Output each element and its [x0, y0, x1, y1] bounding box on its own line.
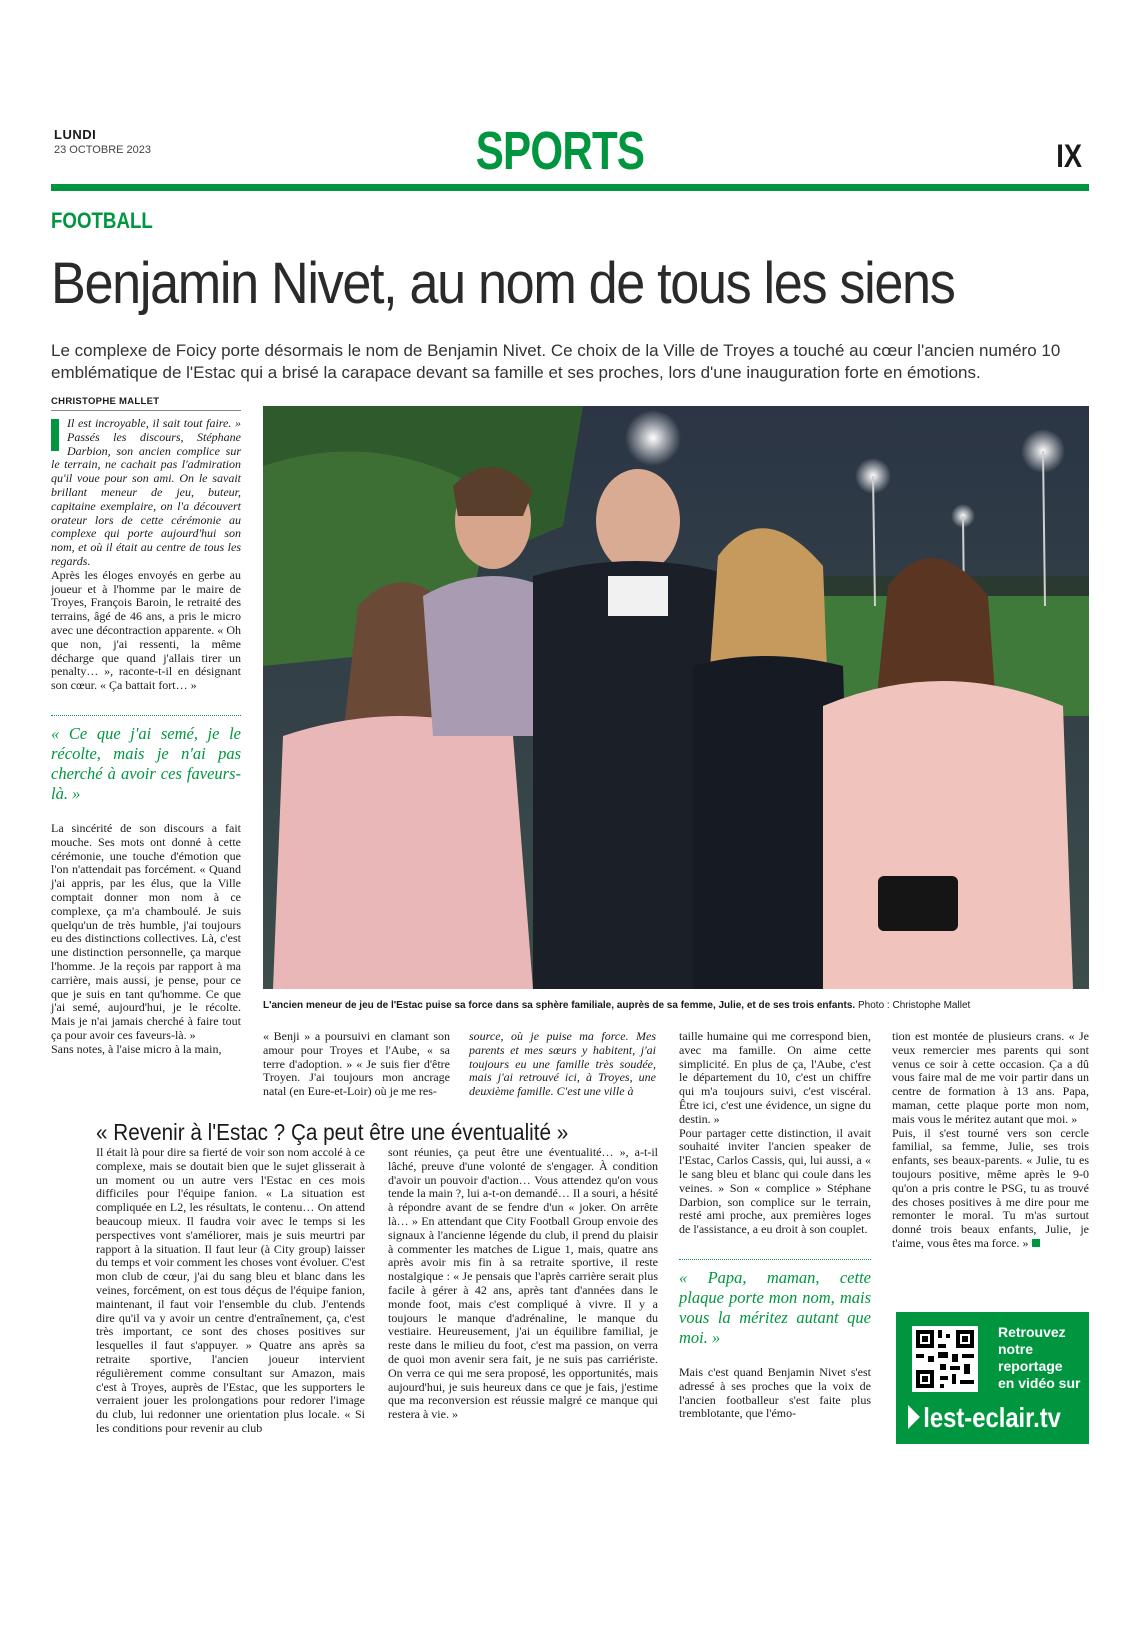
qr-code-icon[interactable] — [912, 1326, 978, 1392]
pull-quote-rule — [679, 1259, 871, 1260]
header-rule — [51, 184, 1089, 191]
issue-date: 23 OCTOBRE 2023 — [54, 144, 152, 156]
byline-rule — [51, 410, 241, 411]
article-paragraph: La sincérité de son discours a fait mouche. Ses mots ont donné à cette cérémonie, une touche d'émotion que l'on n'attendait pas forcément. « Quand j'ai appris, par les élus, que la Ville comptait donner mon nom à ce complexe, ça m'a chamboulé. Je suis quelqu'un de très humble, j'ai toujours eu des distinctions collectives. Là, c'est une distinction personnelle, ça marque l'homme. Je la reçois par rapport à ma carrière, mais aussi, je pense, pour ce que je suis en tant qu'homme. Ce que j'ai semé, aujourd'hui, je le récolte. Mais je n'ai jamais cherché à faire tout ça pour avoir ces faveurs-là. » — [51, 820, 241, 1042]
article-paragraph: source, où je puise ma force. Mes parents et mes sœurs y habitent, j'ai toujours eu une famille très soudée, mais j'ai retrouvé ici, à Troyes, une deuxième famille. C'est une ville à — [469, 1029, 656, 1099]
article-column-2 — [263, 1030, 450, 1099]
article-headline: Benjamin Nivet, au nom de tous les siens — [51, 251, 955, 316]
arrow-right-icon — [908, 1405, 920, 1429]
sub-article-column-1 — [96, 1146, 365, 1436]
caption-text: L'ancien meneur de jeu de l'Estac puise sa force dans sa sphère familiale, auprès de sa femme, Julie, et de ses trois enfants. — [263, 1000, 856, 1011]
article-paragraph: Il était là pour dire sa fierté de voir son nom accolé à ce complexe, mais se doutait bien que le sujet glisserait à un moment ou un autre vers l'Estac en ces mois difficiles pour l'équipe fanion. « La situation est compliquée en L2, les résultats, le contenu… On attend beaucoup mieux. Il faudra voir avec le temps si les perspectives vont s'améliorer, mais je suis meurtri par rapport à la situation. Il faut leur (à City group) laisser du temps et voir comment les choses vont évoluer. C'est mon club de cœur, j'ai du sang bleu et blanc dans les veines, forcément, on est tous déçus de l'équipe fanion, maintenant, il faut voir l'ensemble du club. J'entends dire qu'il va y avoir un centre d'entraînement, ça, c'est très important, ce sont des choses positives sur lesquelles il faut s'appuyer. » Quatre ans après sa retraite sportive, l'ancien joueur intervient régulièrement comme consultant sur Amazon, mais c'est à Troyes, auprès de l'Estac, que les supporters le verraient jouer les prolongations pour redorer l'image du club, lui redonner une orientation plus locale. « Si les conditions pour revenir au club — [96, 1145, 365, 1435]
pull-quote-rule — [51, 715, 241, 716]
article-paragraph: Après les éloges envoyés en gerbe au joueur et à l'homme par le maire de Troyes, François Baroin, le retraité des terrains, âgé de 46 ans, a pris le micro avec une décontraction apparente. « Oh que non, j'ai ressenti, la même décharge que quand j'allais tirer un penalty… », raconte-t-il en désignant son cœur. « Ça battait fort… » — [51, 567, 241, 693]
sub-article-column-2 — [388, 1146, 658, 1422]
article-column-1 — [51, 417, 241, 1056]
article-column-4 — [679, 1030, 871, 1421]
article-paragraph: sont réunies, ça peut être une éventualité… », a-t-il lâché, preuve d'une volonté de s'engager. À condition d'avoir un pouvoir d'action… Vous attendez qu'on vous tende la main ?, lui a-t-on demandé… Il a souri, a hésité à répondre avant de se fendre d'un « joker. On arrête là… » En attendant que City Football Group envoie des signaux à l'ancienne légende du club, il prend du plaisir à commenter les matches de Ligue 1, mais, quatre ans après avoir mis fin à sa retraite sportive, il reste nostalgique : « Je pensais que l'après carrière serait plus facile à gérer à 42 ans, après tant d'années dans le monde foot, mais c'est compliqué à vivre. Il y a toujours le manque d'adrénaline, le manque du vestiaire. Heureusement, j'ai un équilibre familial, je reste dans le milieu du foot, c'est ma passion, on verra de quoi mon avenir sera fait, je ne suis pas carriériste. On verra ce qui me sera proposé, les opportunités, mais aujourd'hui, je suis heureux dans ce que je fais, j'estime que ma reconversion est réussie malgré ce manque qui restera à vie. » — [388, 1145, 658, 1422]
article-paragraph: taille humaine qui me correspond bien, avec ma famille. On aime cette simplicité. En plus de ça, l'Aube, c'est le département du 10, c'est un chiffre qui m'a toujours suivi, c'est viscéral. Être ici, c'est une évidence, un signe du destin. » — [679, 1029, 871, 1126]
promo-url-link[interactable]: lest-eclair.tv — [908, 1402, 1061, 1434]
video-promo-box[interactable] — [896, 1312, 1089, 1444]
article-paragraph: Pour partager cette distinction, il avait souhaité inviter l'ancien speaker de l'Estac, Carlos Cassis, qui, lui aussi, a « le sang bleu et blanc qui coule dans les veines. » Son « complice » Stéphane Darbion, son complice sur le terrain, resté ami proche, aux premières loges de l'assistance, a eu droit à son couplet. — [679, 1125, 871, 1237]
article-paragraph: Il est incroyable, il sait tout faire. » Passés les discours, Stéphane Darbion, son ancien complice sur le terrain, ne cachait pas l'admiration qu'il voue pour son ami. On le savait brillant meneur de jeu, buteur, capitaine exemplaire, on l'a découvert orateur lors de cette cérémonie au complexe qui porte aujourd'hui son nom, et où il était au centre de tous les regards. — [51, 416, 241, 568]
article-paragraph: Puis, il s'est tourné vers son cercle familial, sa femme, Julie, ses trois enfants, ses beaux-parents. « Julie, tu es toujours positive, même après le 9-0 qu'on a pris contre le PSG, tu as trouvé des choses positives à me dire pour me remonter le moral. Tu m'as surtout donné trois beaux enfants, Julie, je t'aime, vous êtes ma force. » — [892, 1125, 1089, 1250]
family-photo — [263, 406, 1089, 989]
end-of-article-icon — [1032, 1239, 1040, 1247]
promo-text: Retrouvez notre reportage en vidéo sur — [998, 1324, 1081, 1391]
article-byline: CHRISTOPHE MALLET — [51, 396, 160, 407]
issue-day: LUNDI — [54, 127, 97, 142]
sub-article-headline: « Revenir à l'Estac ? Ça peut être une éventualité » — [96, 1119, 569, 1145]
article-column-5 — [892, 1030, 1089, 1251]
article-paragraph: « Benji » a poursuivi en clamant son amour pour Troyes et l'Aube, « sa terre d'adoption. » « Je suis fier d'être Troyen. J'ai toujours mon ancrage natal (en Eure-et-Loir) où je me res- — [263, 1029, 450, 1099]
article-paragraph: Sans notes, à l'aise micro à la main, — [51, 1041, 222, 1056]
page-number: IX — [1056, 138, 1082, 174]
photo-caption — [263, 1000, 1089, 1011]
pull-quote: « Papa, maman, cette plaque porte mon nom, mais vous la méritez autant que moi. » — [679, 1267, 871, 1347]
article-paragraph: Mais c'est quand Benjamin Nivet s'est adressé à ses proches que la voix de l'ancien footballeur s'est faite plus tremblotante, que l'émo- — [679, 1364, 871, 1421]
article-standfirst: Le complexe de Foicy porte désormais le nom de Benjamin Nivet. Ce choix de la Ville de Troyes a touché au cœur l'ancien numéro 10 emblématique de l'Estac qui a brisé la carapace devant sa famille et ses proches, lors d'une inauguration forte en émotions. — [51, 341, 1061, 382]
drop-cap-bar — [51, 419, 59, 451]
article-column-3 — [469, 1030, 656, 1099]
article-paragraph: tion est montée de plusieurs crans. « Je veux remercier mes parents qui sont venus ce soir à cette occasion. Ça a dû vous faire mal de me voir partir dans un centre de formation à 13 ans. Papa, maman, cette plaque porte mon nom, mais vous le méritez autant que moi. » — [892, 1029, 1089, 1126]
pull-quote: « Ce que j'ai semé, je le récolte, mais je n'ai pas cherché à avoir ces faveurs-là. » — [51, 723, 241, 803]
section-title: SPORTS — [475, 121, 645, 181]
article-kicker: FOOTBALL — [51, 208, 153, 233]
photo-credit: Photo : Christophe Mallet — [858, 1000, 971, 1011]
